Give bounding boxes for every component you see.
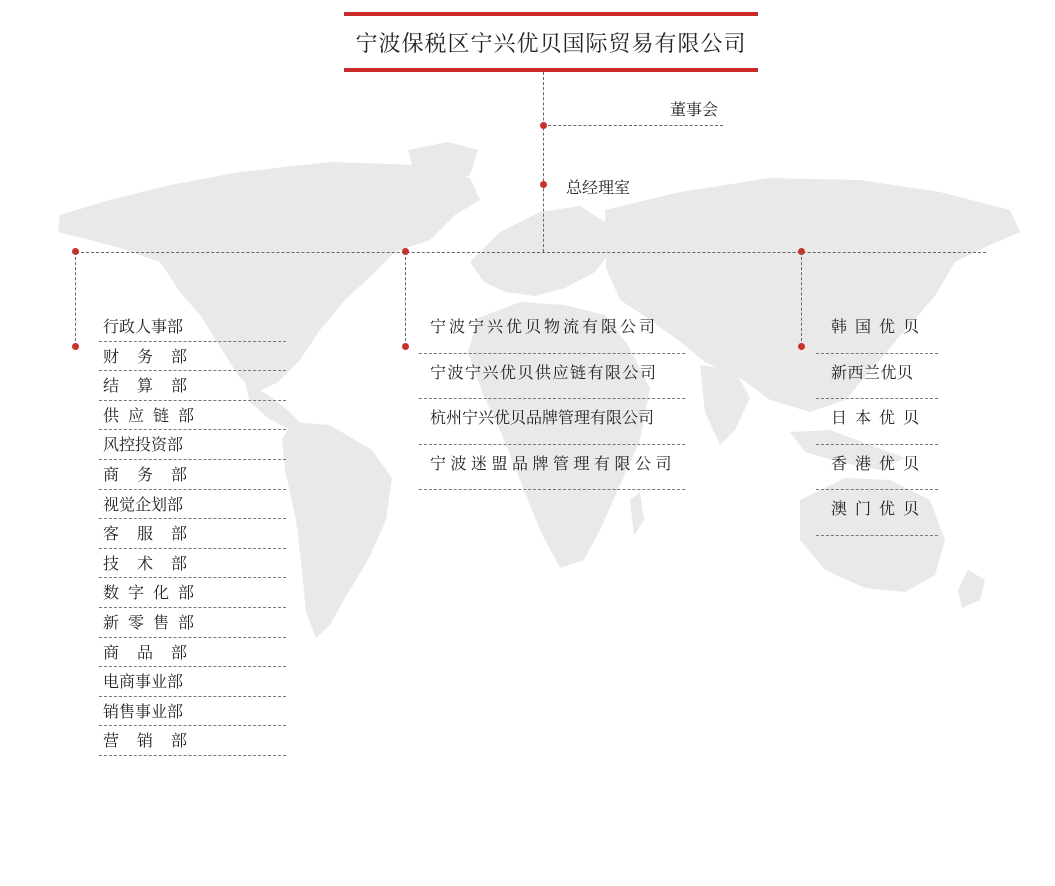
department-item: 客服部	[99, 519, 286, 549]
overseas-list	[816, 308, 938, 536]
trunk-connector	[543, 72, 544, 252]
subsidiary-item: 宁波宁兴优贝物流有限公司	[419, 308, 685, 354]
overseas-item: 日本优贝	[816, 399, 938, 445]
main-branch-line	[76, 252, 986, 253]
board-label: 董事会	[670, 100, 719, 119]
overseas-item: 澳门优贝	[816, 490, 938, 536]
department-item: 电商事业部	[99, 667, 286, 697]
departments-end-dot	[72, 343, 79, 350]
department-item: 商品部	[99, 638, 286, 668]
gm-office-dot	[540, 181, 547, 188]
company-title: 宁波保税区宁兴优贝国际贸易有限公司	[355, 31, 747, 57]
subsidiaries-connector	[405, 252, 406, 346]
subsidiaries-end-dot	[402, 343, 409, 350]
subsidiary-item: 杭州宁兴优贝品牌管理有限公司	[419, 399, 685, 445]
subsidiary-item: 宁波宁兴优贝供应链有限公司	[419, 354, 685, 400]
department-item: 财务部	[99, 342, 286, 372]
department-item: 新零售部	[99, 608, 286, 638]
overseas-item: 香港优贝	[816, 445, 938, 491]
department-item: 商务部	[99, 460, 286, 490]
south-america-shape	[282, 422, 392, 638]
europe-shape	[470, 206, 612, 296]
board-connector	[543, 125, 723, 126]
gm-office-label: 总经理室	[566, 178, 631, 197]
new-zealand-shape	[958, 570, 985, 608]
board-dot	[540, 122, 547, 129]
department-item: 销售事业部	[99, 697, 286, 727]
departments-connector	[75, 252, 76, 346]
overseas-end-dot	[798, 343, 805, 350]
overseas-connector	[801, 252, 802, 346]
madagascar-shape	[630, 492, 644, 536]
company-title-box	[344, 12, 758, 72]
department-item: 视觉企划部	[99, 490, 286, 520]
overseas-item: 韩国优贝	[816, 308, 938, 354]
department-item: 结算部	[99, 371, 286, 401]
overseas-item: 新西兰优贝	[816, 354, 938, 400]
department-item: 风控投资部	[99, 430, 286, 460]
department-item: 技术部	[99, 549, 286, 579]
departments-list	[99, 312, 286, 756]
subsidiary-item: 宁波迷盟品牌管理有限公司	[419, 445, 685, 491]
subsidiaries-list	[419, 308, 685, 490]
department-item: 营销部	[99, 726, 286, 756]
department-item: 行政人事部	[99, 312, 286, 342]
department-item: 供应链部	[99, 401, 286, 431]
department-item: 数字化部	[99, 578, 286, 608]
